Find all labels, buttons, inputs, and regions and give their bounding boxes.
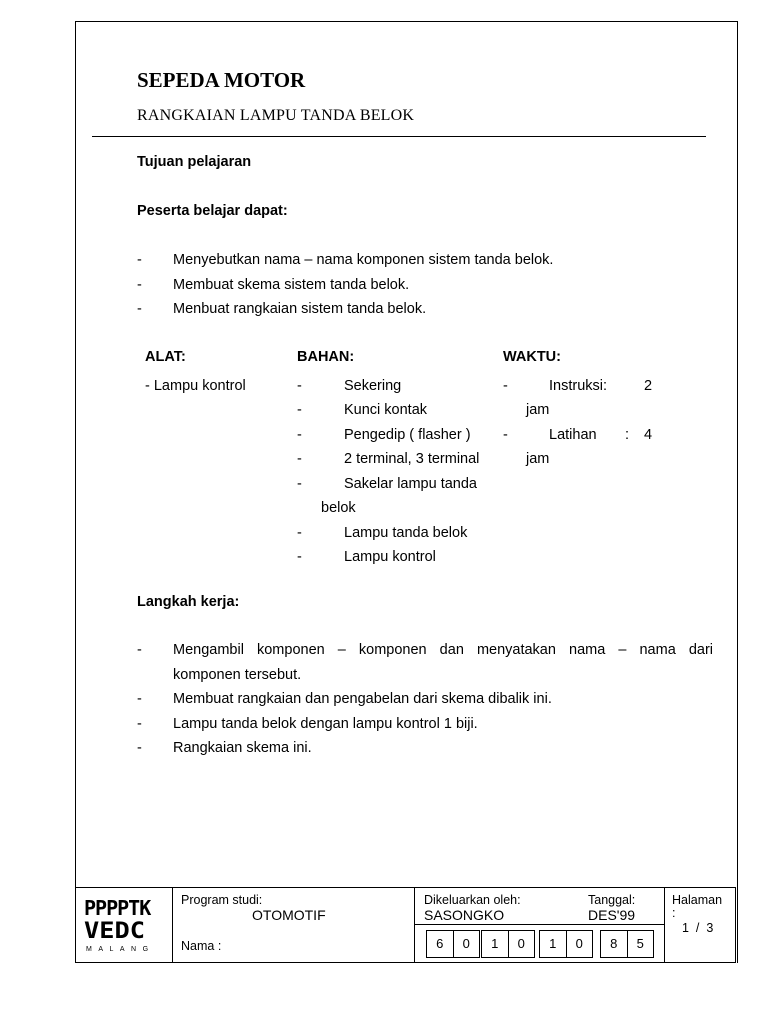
list-item-continuation: belok <box>321 500 356 516</box>
code-group: 1 0 <box>539 930 593 958</box>
code-group: 6 0 <box>426 930 480 958</box>
list-item: - Membuat rangkaian dan pengabelan dari skema dibalik ini. <box>137 691 552 707</box>
dikeluarkan-label: Dikeluarkan oleh: <box>424 893 521 907</box>
langkah-heading: Langkah kerja: <box>137 594 240 610</box>
nama-label: Nama : <box>181 939 222 953</box>
waktu-column <box>503 345 658 472</box>
alat-item: - Lampu kontrol <box>145 377 246 394</box>
list-item: - Kunci kontak <box>297 402 428 418</box>
logo-line1: PPPPTK <box>84 896 151 920</box>
list-item: - Pengedip ( flasher ) <box>297 426 471 443</box>
logo-sub: MALANG <box>86 946 155 953</box>
peserta-heading: Peserta belajar dapat: <box>137 203 288 219</box>
tanggal-value: DES'99 <box>588 907 636 923</box>
list-item: - Rangkaian skema ini. <box>137 740 312 756</box>
tujuan-heading: Tujuan pelajaran <box>137 154 252 170</box>
vedc-logo <box>82 894 168 958</box>
waktu-latihan: - Latihan : 4 <box>503 426 653 443</box>
code-group: 1 0 <box>481 930 535 958</box>
bahan-column <box>297 345 489 570</box>
halaman-value: 1 / 3 <box>682 921 714 935</box>
page-title: SEPEDA MOTOR <box>137 68 306 92</box>
dikeluarkan-value: SASONGKO <box>424 907 505 923</box>
list-item: - Mengambil komponen – komponen dan menyatakan nama – nama dari <box>137 642 713 658</box>
list-item: - Lampu kontrol <box>297 549 436 565</box>
program-label: Program studi: <box>181 893 263 907</box>
list-item-continuation: komponen tersebut. <box>173 666 302 683</box>
alat-heading: ALAT: <box>145 349 186 365</box>
logo-line2: VEDC <box>84 919 145 944</box>
bahan-heading: BAHAN: <box>297 349 355 365</box>
steps-list <box>137 638 713 761</box>
list-item: - Menbuat rangkaian sistem tanda belok. <box>137 301 427 317</box>
waktu-instruksi: - Instruksi: 2 <box>503 377 653 394</box>
objectives-list <box>137 248 553 322</box>
page-subtitle: RANGKAIAN LAMPU TANDA BELOK <box>137 107 415 124</box>
tanggal-label: Tanggal: <box>588 893 636 907</box>
list-item: - Menyebutkan nama – nama komponen sistem tanda belok. <box>137 252 554 268</box>
halaman-colon: : <box>672 906 676 920</box>
waktu-heading: WAKTU: <box>503 349 561 365</box>
list-item: - Lampu tanda belok <box>297 524 468 541</box>
list-item: - Lampu tanda belok dengan lampu kontrol 1 biji. <box>137 715 478 732</box>
alat-column <box>145 345 246 398</box>
list-item: - Sakelar lampu tanda <box>297 475 477 492</box>
halaman-label: Halaman <box>672 893 723 907</box>
code-group: 8 5 <box>600 930 654 958</box>
title-divider <box>92 136 706 137</box>
footer-title-block <box>75 887 736 963</box>
program-value: OTOMOTIF <box>252 907 326 923</box>
waktu-unit: jam <box>526 402 550 418</box>
list-item: - Membuat skema sistem tanda belok. <box>137 276 410 293</box>
waktu-unit: jam <box>526 451 550 467</box>
list-item: - 2 terminal, 3 terminal <box>297 451 480 467</box>
list-item: - Sekering <box>297 377 402 394</box>
